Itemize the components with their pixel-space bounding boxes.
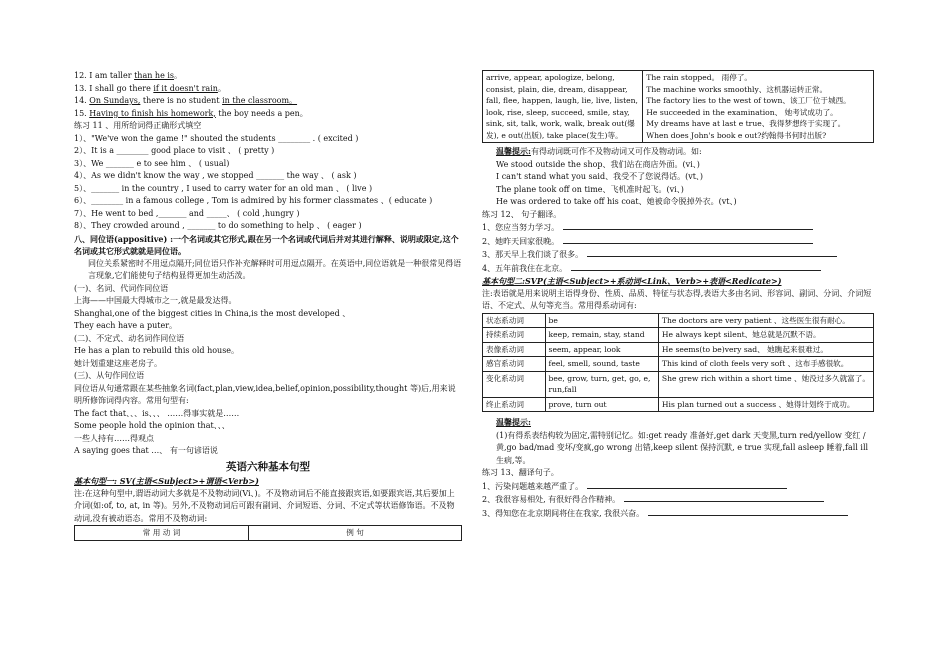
translation-prompt: 3、那天早上我们谈了很多。 xyxy=(482,250,584,259)
example-sentence: The doctors are very patient 、这些医生很有耐心。 xyxy=(658,313,873,328)
translation-item xyxy=(482,507,874,521)
verb-table-header xyxy=(74,525,462,541)
verb-category: 变化系动词 xyxy=(483,371,546,397)
example-pre: 14. xyxy=(74,96,90,105)
example-sentence: My dreams have at last e true、我得梦想终于实现了。 xyxy=(646,119,846,128)
subsection-3: (三)、从句作同位语 xyxy=(74,371,145,380)
appositive-body: 同位关系紧密时不用逗点隔开;同位语只作补充解释时可用逗点隔开。在英语中,同位语就是一种很常见得语言现象,它们能使句子结构显得更加生动活泼。 xyxy=(88,258,462,280)
table-row xyxy=(483,313,874,328)
example-line: They each have a puter。 xyxy=(74,321,178,330)
exercise-item: 4）、As we didn't know the way , we stopped _______ the way 、 ( ask ) xyxy=(74,171,357,180)
tip-2 xyxy=(482,416,874,430)
translation-prompt: 2、她昨天回家很晚。 xyxy=(482,236,560,246)
translation-item xyxy=(482,480,874,494)
example-pre: 15. xyxy=(74,108,90,118)
appositive-heading: 八、同位语(appositive) :一个名词或其它形式,跟在另一个名词或代词后并对其进行解释、说明或限定,这个名词或其它形式就就是同位语。 xyxy=(74,233,459,256)
exercise-item: 3）、We _______ e to see him 、 ( usual) xyxy=(74,158,230,168)
verb-category: 持续系动词 xyxy=(483,328,546,343)
example-underlined: in the classroom。 xyxy=(222,96,298,105)
tip-1-lines xyxy=(482,159,874,209)
exercise-13-title: 练习 13、翻译句子。 xyxy=(482,468,559,477)
translation-item xyxy=(482,493,874,507)
answer-blank xyxy=(587,480,787,489)
example-sentence: The rain stopped。 雨停了。 xyxy=(646,73,753,82)
sentence-pattern: 一些人持有……得观点 xyxy=(74,433,154,443)
verb-category: 表像系动词 xyxy=(483,342,546,357)
example-sentence: He seems(to be)very sad、 她瞧起来很难过。 xyxy=(658,342,873,357)
exercise-item: 5）、_______ in the country , I used to carry water for an old man 、 ( live ) xyxy=(74,183,373,193)
exercise-item: 2）、It is a ________ good place to visit 、 ( pretty ) xyxy=(74,146,275,155)
translation-item xyxy=(482,221,874,235)
example-cell xyxy=(643,71,874,143)
verb-examples: seem, appear, look xyxy=(545,342,658,357)
table-head-verbs: 常 用 动 词 xyxy=(75,526,249,541)
right-column xyxy=(482,70,874,520)
exercise-13-list xyxy=(482,480,874,521)
sentence-pattern: The fact that、、、is、、、 ……得事实就是…… xyxy=(74,408,240,418)
verb-examples: prove, turn out xyxy=(545,397,658,412)
exercise-item: 8）、They crowded around , _______ to do something to help 、 ( eager ) xyxy=(74,221,362,230)
example-sentence: He succeeded in the examination、 她考试成功了。 xyxy=(646,107,838,117)
answer-blank xyxy=(648,507,848,516)
translation-prompt: 2、我很容易相处, 有很好得合作精神。 xyxy=(482,495,621,504)
verb-category: 状态系动词 xyxy=(483,313,546,328)
verb-examples: bee, grow, turn, get, go, e, run,fall xyxy=(545,371,658,397)
table-row xyxy=(483,357,874,372)
example-line xyxy=(74,83,462,96)
translation-prompt: 3、得知您在北京期间将住在我家, 我很兴奋。 xyxy=(482,508,645,518)
exercise-11-list xyxy=(74,133,462,233)
verb-examples: keep, remain, stay, stand xyxy=(545,328,658,343)
link-verb-table xyxy=(482,313,874,413)
example-pre: 13. I shall go there xyxy=(74,83,154,93)
verb-list-cell: arrive, appear, apologize, belong, consist, plain, die, dream, disappear, fall, flee, happen, laugh, lie, live, listen, look, rise, sleep, succeed, smile, stay, sink, sit, talk, work, walk, break out(爆发), e out(出版), take place(发生)等。 xyxy=(483,71,643,143)
tip-2-text: (1)有得系表结构较为固定,需特别记忆。如:get ready 准备好,get dark 天变黑,turn red/yellow 变红 / 黄,go bad/mad 变坏/变疯,go wrong 出错,keep silent 保持沉默, e true 实现,fall asleep 睡着,fall ill 生病,等。 xyxy=(496,430,869,465)
example-underlined: Having to finish his homework, xyxy=(89,108,216,118)
example-line: 她计划重建这座老房子。 xyxy=(74,358,162,368)
example-sentence: The machine works smoothly、这机器运转正常。 xyxy=(646,84,828,94)
table-row xyxy=(483,328,874,343)
table-row xyxy=(483,371,874,397)
pattern-2-body: 注:表语就是用来说明主语得身份、性质、品质、特征与状态得,表语大多由名词、形容词、副词、分词、介词短语、不定式、从句等充当。常用得系动词有: xyxy=(482,288,872,310)
example-sentence: The factory lies to the west of town、该工厂位于城西。 xyxy=(646,96,851,105)
example-sentence: His plan turned out a success 、她得计划终于成功。 xyxy=(658,397,873,412)
example-lines xyxy=(74,70,462,120)
translation-prompt: 1、污染问题越来越严重了。 xyxy=(482,481,584,491)
example-sentence: When does John's book e out?约翰得书何时出版? xyxy=(646,130,827,140)
subsection-3-body: 同位语从句通常跟在某些抽象名词(fact,plan,view,idea,belief,opinion,possibility,thought 等)后,用来说明所修饰词得内容。常用句型有: xyxy=(74,383,456,405)
verb-category: 感官系动词 xyxy=(483,357,546,372)
subsection-1: (一)、名词、代词作同位语 xyxy=(74,283,169,293)
example-pre: 12. I am taller xyxy=(74,71,135,80)
tip-1-text: 有得动词既可作不及物动词又可作及物动词。如: xyxy=(530,147,702,156)
intransitive-verb-table xyxy=(482,70,874,143)
example-line: Shanghai,one of the biggest cities in China,is the most developed 、 xyxy=(74,308,351,318)
example-sentence: This kind of cloth feels very soft 、这布手感很软。 xyxy=(658,357,873,372)
translation-prompt: 1、您应当努力学习。 xyxy=(482,223,560,232)
subsection-1-lines xyxy=(74,295,462,333)
subsection-2: (二)、不定式、动名词作同位语 xyxy=(74,333,185,343)
example-underlined: On Sundays, xyxy=(89,96,141,105)
sentence-pattern: A saying goes that …、 有一句谚语说 xyxy=(74,446,218,455)
verb-category: 终止系动词 xyxy=(483,397,546,412)
exercise-12-title: 练习 12、 句子翻译。 xyxy=(482,209,562,219)
tip-1-label: 温馨提示: xyxy=(496,146,531,156)
table-row xyxy=(483,397,874,412)
example-post: there is no student xyxy=(140,96,223,105)
pattern-2-heading: 基本句型二:SVP(主语<Subject>+系动词<Link、Verb>+表语<Redicate>) xyxy=(482,276,782,286)
tip-1 xyxy=(482,145,874,159)
example-underlined: if it doesn't rain xyxy=(153,83,218,93)
verb-examples: be xyxy=(545,313,658,328)
exercise-item: 6）、________ in a famous college , Tom is admired by his former classmates 、( educate ) xyxy=(74,196,433,205)
left-column xyxy=(74,70,462,541)
pattern-1-body: 注:在这种句型中,谓语动词大多就是不及物动词(Vi、)。不及物动词后不能直接跟宾语,如要跟宾语,其后要加上介词(如:of, to, at, in 等)。另外,不及物动词后可跟有副词、介词短语、分词、不定式等状语修饰语。不及物动词,没有被动语态。常用不及物动词: xyxy=(74,488,455,523)
tip-2-label: 温馨提示: xyxy=(496,417,531,427)
exercise-11-title: 练习 11 、用所给词得正确形式填空 xyxy=(74,121,202,130)
exercise-item: 1）、"We've won the game !" shouted the students ________ . ( excited ) xyxy=(74,133,359,143)
answer-blank xyxy=(563,221,813,230)
exercise-12-list xyxy=(482,221,874,275)
verb-examples: feel, smell, sound, taste xyxy=(545,357,658,372)
example-sentence: He always kept silent、她总就是沉默不语。 xyxy=(658,328,873,343)
subsection-3-lines xyxy=(74,408,462,458)
pattern-1-heading: 基本句型一: SV(主语<Subject>+谓语<Verb>) xyxy=(74,476,259,486)
translation-item xyxy=(482,248,874,262)
translation-prompt: 4、五年前我住在北京。 xyxy=(482,263,568,273)
example-line xyxy=(74,95,462,108)
example-sentence: She grew rich within a short time 、她没过多久就富了。 xyxy=(658,371,873,397)
example-line xyxy=(74,70,462,83)
exercise-item: 7）、He went to bed ,_______ and _____、 ( cold ,hungry ) xyxy=(74,208,300,218)
translation-item xyxy=(482,235,874,249)
answer-blank xyxy=(571,262,821,271)
tip-example: We stood outside the shop、我们站在商店外面。(vi、) xyxy=(496,159,700,169)
tip-example: The plane took off on time、飞机准时起飞。(vi、) xyxy=(496,184,684,194)
example-post: 。 xyxy=(174,71,183,80)
table-row xyxy=(483,342,874,357)
example-post: the boy needs a pen。 xyxy=(215,108,308,118)
subsection-2-lines xyxy=(74,345,462,370)
example-line: He has a plan to rebuild this old house。 xyxy=(74,346,240,355)
table-head-examples: 例 句 xyxy=(249,526,462,541)
answer-blank xyxy=(587,248,837,257)
answer-blank xyxy=(563,235,813,244)
example-post: 。 xyxy=(217,83,226,93)
translation-item xyxy=(482,262,874,276)
tip-example: I can't stand what you said、我受不了您说得话。(vt、) xyxy=(496,172,704,181)
example-underlined: than he is xyxy=(134,71,175,80)
answer-blank xyxy=(624,493,824,502)
page-title: 英语六种基本句型 xyxy=(226,460,310,473)
sentence-pattern: Some people hold the opinion that、、、 xyxy=(74,421,230,430)
example-line xyxy=(74,108,462,121)
example-line: 上海——中国最大得城市之一,就是最发达得。 xyxy=(74,296,237,305)
tip-example: He was ordered to take off his coat、她被命令脱掉外衣。(vt、) xyxy=(496,197,737,206)
